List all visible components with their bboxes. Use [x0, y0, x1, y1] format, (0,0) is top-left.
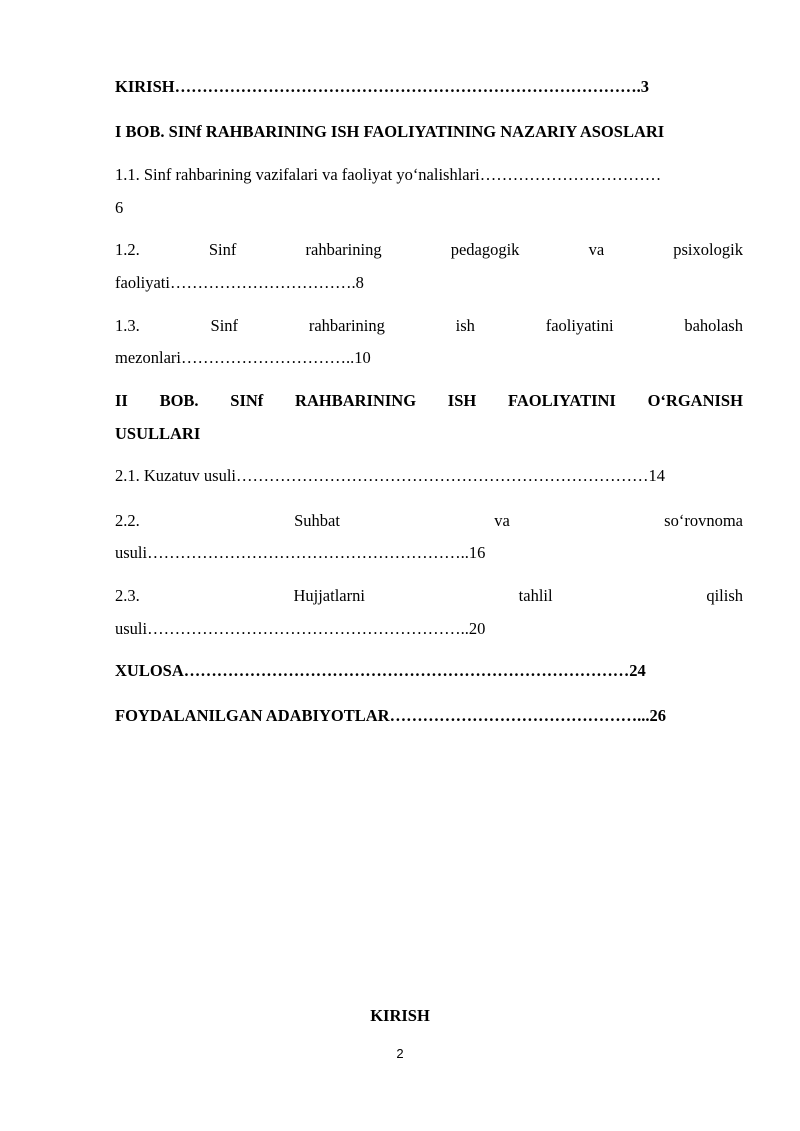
toc-bob2-title [115, 391, 743, 411]
toc-item-2-2 [115, 511, 743, 531]
toc-foydalanilgan-adabiyotlar: FOYDALANILGAN ADABIYOTLAR………………………………………...26 [115, 706, 666, 725]
toc-word: BOB. [159, 391, 199, 410]
toc-item-1-1-page: 6 [115, 198, 124, 217]
toc-word: baholash [684, 316, 743, 335]
toc-item-1-3-page: mezonlari…………………………..10 [115, 348, 371, 367]
toc-word: ISH [447, 391, 477, 410]
toc-word: va [588, 240, 605, 259]
toc-word: rahbarining [308, 316, 385, 335]
toc-word: Suhbat [294, 511, 340, 530]
toc-word: faoliyatini [545, 316, 614, 335]
toc-item-2-1: 2.1. Kuzatuv usuli…………………………………………………………………14 [115, 466, 665, 485]
toc-word: 1.2. [115, 240, 140, 259]
toc-word: RAHBARINING [295, 391, 417, 410]
toc-word: ish [455, 316, 475, 335]
toc-word: Sinf [210, 316, 239, 335]
toc-word: va [494, 511, 510, 530]
toc-word: 1.3. [115, 316, 140, 335]
toc-word: FAOLIYATINI [507, 391, 616, 410]
toc-word: II [115, 391, 128, 410]
toc-word: SINf [230, 391, 264, 410]
toc-bob2-title-line2: USULLARI [115, 424, 201, 443]
toc-item-1-2-page: faoliyati…………………………….8 [115, 273, 364, 292]
toc-word: so‘rovnoma [664, 511, 743, 530]
toc-word: tahlil [518, 586, 553, 605]
page-number: 2 [396, 1046, 404, 1061]
toc-word: pedagogik [450, 240, 520, 259]
toc-item-2-2-page: usuli…………………………………………………..16 [115, 543, 486, 562]
toc-bob1-title: I BOB. SINf RAHBARINING ISH FAOLIYATINING NAZARIY ASOSLARI [115, 122, 665, 141]
section-heading-kirish: KIRISH [370, 1006, 430, 1025]
toc-item-1-2 [115, 240, 743, 260]
toc-item-1-3 [115, 316, 743, 336]
toc-word: 2.3. [115, 586, 140, 605]
toc-word: qilish [706, 586, 743, 605]
toc-word: Sinf [208, 240, 237, 259]
toc-item-2-3 [115, 586, 743, 606]
toc-word: O‘RGANISH [647, 391, 743, 410]
toc-xulosa: XULOSA………………………………………………………………………24 [115, 661, 646, 680]
toc-word: rahbarining [305, 240, 382, 259]
toc-word: psixologik [673, 240, 743, 259]
toc-kirish: KIRISH………………………………………………………………………….3 [115, 77, 649, 96]
toc-word: Hujjatlarni [293, 586, 365, 605]
toc-item-1-1: 1.1. Sinf rahbarining vazifalari va faoliyat yo‘nalishlari…………………………… [115, 165, 662, 184]
toc-item-2-3-page: usuli…………………………………………………..20 [115, 619, 486, 638]
toc-word: 2.2. [115, 511, 140, 530]
